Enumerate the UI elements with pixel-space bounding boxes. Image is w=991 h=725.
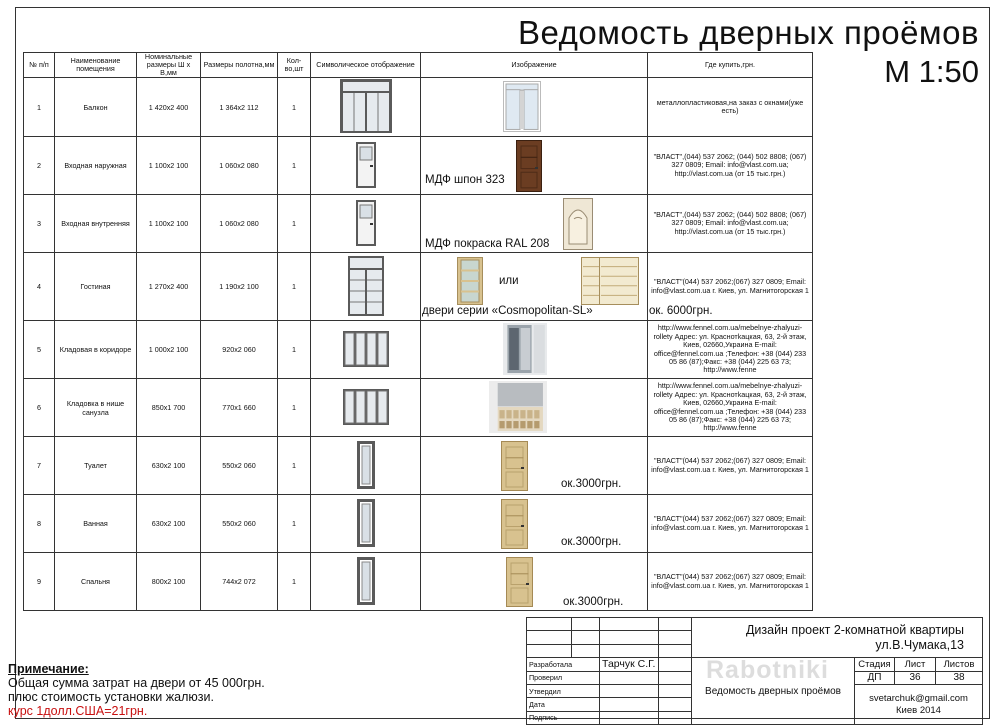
door-symbol [311,379,421,437]
table-row [24,553,813,611]
nominal-size: 630x2 100 [137,495,201,553]
note-exchange-rate: курс 1долл.США=21грн. [8,704,148,718]
row-caption: МДФ покраска RAL 208 [425,238,550,250]
leaf-size: 1 060x2 080 [201,195,278,253]
row-price: ок. 6000грн. [649,305,713,317]
quantity: 1 [278,553,311,611]
title-block [526,617,983,725]
label-approved: Утвердил [527,684,600,697]
note-installation: плюс стоимость установки жалюзи. [8,690,214,704]
sheets-label: Листов [936,658,983,671]
stage-value: ДП [855,671,895,684]
row-number: 3 [24,195,55,253]
door-symbol-icon [313,255,418,319]
row-caption: двери серии «Cosmopolitan-SL» [422,305,593,317]
row-number: 4 [24,253,55,321]
row-number: 8 [24,495,55,553]
sheet-number: 36 [895,671,936,684]
nominal-size: 800x2 100 [137,553,201,611]
nominal-size: 1 100x2 100 [137,137,201,195]
door-image [421,437,648,495]
room-name: Входная наружная [55,137,137,195]
note-block [8,662,265,718]
where-to-buy: "ВЛАСТ",(044) 537 2062; (044) 502 8808; (067) 327 0809; Email: info@vlast.com.ua; http://vlast.com.ua (от 15 тыс.грн.) [648,137,813,195]
row-number: 2 [24,137,55,195]
nominal-size: 630x2 100 [137,437,201,495]
nominal-size: 1 100x2 100 [137,195,201,253]
closet-blinds-photo [503,323,547,377]
table-row [24,137,813,195]
developer-name: Тарчук С.Г. [600,658,659,671]
quantity: 1 [278,137,311,195]
row-number: 1 [24,78,55,137]
watermark: Rabotniki [706,656,829,684]
stage-label: Стадия [855,658,895,671]
quantity: 1 [278,253,311,321]
note-heading: Примечание: [8,662,89,676]
project-address: ул.В.Чумака,13 [875,637,964,652]
where-to-buy: металлопластиковая,на заказ с окнами(уже есть) [648,78,813,137]
door-symbol-icon [313,199,418,249]
where-to-buy: "ВЛАСТ"(044) 537 2062;(067) 327 0809; Email: info@vlast.com.ua г. Киев, ул. Магнитогорская 1 [648,495,813,553]
door-image [421,195,648,253]
quantity: 1 [278,495,311,553]
label-checked: Проверил [527,671,600,684]
toilet-door-photo [501,441,528,493]
col-header-leaf: Размеры полотна,мм [201,53,278,78]
stamp-sheet-title: Ведомость дверных проёмов [692,658,855,725]
door-symbol [311,78,421,137]
leaf-size: 550x2 060 [201,437,278,495]
leaf-size: 920x2 060 [201,321,278,379]
row-caption: МДФ шпон 323 [425,174,505,186]
nominal-size: 1 270x2 400 [137,253,201,321]
nominal-size: 1 000x2 100 [137,321,201,379]
door-symbol-icon [313,498,418,550]
table-row [24,253,813,321]
nominal-size: 850x1 700 [137,379,201,437]
mdf-painted-door-photo [563,198,593,252]
door-image [421,321,648,379]
sheet-label: Лист [895,658,936,671]
where-to-buy: "ВЛАСТ"(044) 537 2062;(067) 327 0809; Email: info@vlast.com.ua г. Киев, ул. Магнитогорская 1 [648,553,813,611]
leaf-size: 550x2 060 [201,495,278,553]
door-symbol [311,437,421,495]
quantity: 1 [278,195,311,253]
cosmopolitan-door-photo-3 [599,257,639,307]
row-or-text: или [499,275,519,287]
sheets-total: 38 [936,671,983,684]
table-row [24,495,813,553]
where-to-buy: "ВЛАСТ"(044) 537 2062;(067) 327 0809; Email: info@vlast.com.ua г. Киев, ул. Магнитогорская 1 [648,253,813,321]
where-to-buy: "ВЛАСТ"(044) 537 2062;(067) 327 0809; Email: info@vlast.com.ua г. Киев, ул. Магнитогорская 1 [648,437,813,495]
label-signature: Подпись [527,711,600,724]
door-image [421,78,648,137]
mdf-veneer-door-photo [516,140,542,194]
table-row [24,321,813,379]
room-name: Балкон [55,78,137,137]
room-name: Кладовая в коридоре [55,321,137,379]
door-symbol-icon [313,556,418,608]
leaf-size: 1 364x2 112 [201,78,278,137]
door-symbol-icon [313,141,418,191]
table-header-row [24,53,813,78]
door-symbol [311,137,421,195]
leaf-size: 1 190x2 100 [201,253,278,321]
room-name: Ванная [55,495,137,553]
note-total: Общая сумма затрат на двери от 45 000грн. [8,676,265,690]
row-price: ок.3000грн. [561,478,622,490]
cosmopolitan-door-photo-1 [457,257,483,307]
leaf-size: 1 060x2 080 [201,137,278,195]
sheet-scale: М 1:50 [884,54,979,89]
designer-email: svetarchuk@gmail.com [869,692,968,704]
door-symbol-icon [313,330,418,370]
leaf-size: 770x1 660 [201,379,278,437]
col-header-number: № п/п [24,53,55,78]
row-number: 9 [24,553,55,611]
door-symbol [311,495,421,553]
table-row [24,437,813,495]
col-header-symbol: Символическое отображение [311,53,421,78]
nominal-size: 1 420x2 400 [137,78,201,137]
quantity: 1 [278,78,311,137]
room-name: Входная внутренняя [55,195,137,253]
row-price: ок.3000грн. [563,596,624,608]
door-schedule-table [23,52,813,611]
sheet-title: Ведомость дверных проёмов [518,14,979,51]
door-image [421,379,648,437]
balcony-window-photo [503,81,541,134]
quantity: 1 [278,321,311,379]
row-price: ок.3000грн. [561,536,622,548]
where-to-buy: http://www.fennel.com.ua/mebelnye-zhalyuzi-rollety Адрес: ул. Краснотkацкая, 63, 2-й этаж, Киев, 02660,Украина E-mail: office@fennel.com.ua ;Телефон: +38 (044) 233 05 86 (87);Факс: +38 (044) 225 63 73; http://www.fenne [648,379,813,437]
door-symbol [311,553,421,611]
door-image [421,253,713,321]
table-row [24,78,813,137]
col-header-qty: Кол-во,шт [278,53,311,78]
row-number: 5 [24,321,55,379]
door-image [421,553,648,611]
room-name: Гостиная [55,253,137,321]
door-symbol [311,321,421,379]
room-name: Туалет [55,437,137,495]
row-number: 6 [24,379,55,437]
door-symbol-icon [313,388,418,428]
col-header-room: Наименование помещения [55,53,137,78]
where-to-buy: "ВЛАСТ",(044) 537 2062; (044) 502 8808; (067) 327 0809; Email: info@vlast.com.ua; http://vlast.com.ua (от 15 тыс.грн.) [648,195,813,253]
where-to-buy: http://www.fennel.com.ua/mebelnye-zhalyuzi-rollety Адрес: ул. Краснотkацкая, 63, 2-й этаж, Киев, 02660,Украина E-mail: office@fennel.com.ua ;Телефон: +38 (044) 233 05 86 (87);Факс: +38 (044) 225 63 73; http://www.fenne [648,321,813,379]
table-row [24,195,813,253]
col-header-image: Изображение [421,53,648,78]
bathroom-door-photo [501,499,528,551]
quantity: 1 [278,437,311,495]
quantity: 1 [278,379,311,437]
project-name: Дизайн проект 2-комнатной квартиры [745,622,964,637]
label-date: Дата [527,698,600,711]
city-year: Киев 2014 [896,704,941,716]
label-developer: Разработала [527,658,600,671]
niche-blinds-photo [489,381,547,435]
bedroom-door-photo [506,557,533,609]
door-symbol-icon [313,78,418,136]
door-symbol-icon [313,440,418,492]
room-name: Кладовка в нише санузла [55,379,137,437]
door-image [421,137,648,195]
door-symbol [311,253,421,321]
col-header-nominal: Номинальные размеры Ш х В,мм [137,53,201,78]
col-header-where-to-buy: Где купить,грн. [648,53,813,78]
door-symbol [311,195,421,253]
table-row [24,379,813,437]
row-number: 7 [24,437,55,495]
room-name: Спальня [55,553,137,611]
leaf-size: 744x2 072 [201,553,278,611]
door-image [421,495,648,553]
